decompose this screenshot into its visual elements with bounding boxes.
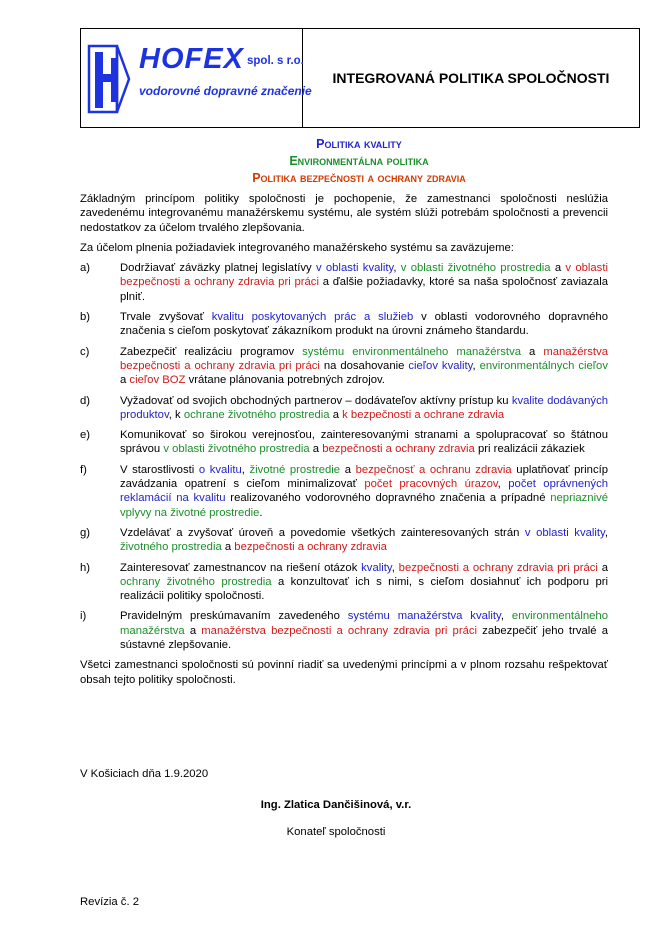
list-item: [80, 526, 608, 555]
text-run: Pravidelným preskúmavaním zavedeného: [120, 610, 348, 623]
commitment-list: [80, 261, 608, 652]
text-run: Dodržiavať záväzky platnej legislatívy: [120, 262, 316, 275]
brand-suffix: spol. s r.o.: [247, 55, 304, 67]
list-item: [80, 345, 608, 388]
highlight-blue: kvalitu poskytovaných prác a služieb: [211, 311, 414, 324]
highlight-red: cieľov BOZ: [129, 374, 186, 387]
text-run: a: [309, 443, 323, 456]
text-run: .: [259, 506, 263, 519]
closing-paragraph: Všetci zamestnanci spoločnosti sú povinní riadiť sa uvedenými princípmi a v plnom rozsahu rešpektovať obsah tejto politiky spoločnosti.: [80, 659, 608, 686]
subtitle-quality: Politika kvality: [316, 137, 402, 151]
text-run: a: [120, 374, 130, 387]
highlight-green: systému environmentálneho manažérstva: [302, 345, 521, 358]
list-item-text: [120, 394, 608, 423]
highlight-blue: cieľov kvality: [408, 359, 473, 372]
highlight-green: environmentálneho manažérstva: [120, 610, 608, 637]
highlight-green: environmentálnych cieľov: [479, 359, 608, 372]
policy-body: [80, 192, 608, 693]
highlight-red: počet pracovných úrazov: [364, 478, 498, 491]
list-item-letter: e): [80, 429, 91, 442]
text-run: vrátane plánovania potrebných zdrojov.: [185, 374, 385, 387]
highlight-green: v oblasti životného prostredia: [163, 443, 310, 456]
text-run: a: [340, 463, 356, 476]
list-item-text: [120, 561, 608, 604]
text-run: uplatňovať princíp zavádzania opatrení s cieľom minimalizovať: [120, 463, 609, 491]
list-item-text: [120, 310, 608, 339]
text-run: a: [597, 561, 608, 574]
text-run: Komunikovať so širokou verejnosťou, zainteresovanými stranami a spolupracovať so štátnou správou: [120, 429, 608, 456]
list-item: [80, 463, 608, 520]
highlight-green: ochrany životného prostredia: [120, 575, 272, 588]
text-run: realizovaného vodorovného dopravného značenia a prípadné: [225, 492, 551, 505]
text-run: a ďalšie požiadavky, ktoré sa naša spoločnosť zaviazala plniť.: [120, 276, 608, 303]
subtitle-environment: Environmentálna politika: [289, 154, 429, 168]
list-item: [80, 394, 608, 423]
text-run: a: [184, 624, 202, 637]
policy-subtitles: [80, 136, 638, 187]
text-run: V starostlivosti: [120, 463, 199, 476]
brand-name: HOFEX: [139, 43, 244, 75]
text-run: Zainteresovať zamestnancov na riešení otázok: [120, 561, 362, 574]
highlight-blue: o kvalitu: [198, 463, 242, 476]
text-run: ,: [393, 262, 401, 275]
text-run: Vyžadovať od svojich obchodných partnerov – dodávateľov aktívny prístup ku: [120, 394, 512, 407]
text-run: Vzdelávať a zvyšovať úroveň a povedomie všetkých zainteresovaných strán: [120, 526, 525, 539]
text-run: a: [550, 262, 566, 275]
highlight-red: v oblasti bezpečnosti a ochrany zdravia pri práci: [120, 262, 608, 289]
list-item-letter: a): [80, 262, 91, 275]
list-item: [80, 428, 608, 457]
highlight-blue: v oblasti kvality: [524, 526, 605, 539]
list-item-text: [120, 345, 608, 388]
highlight-red: bezpečnosti a ochrany zdravia: [322, 443, 475, 456]
list-item-letter: h): [80, 561, 91, 574]
highlight-blue: počet oprávnených reklamácií na kvalitu: [120, 478, 608, 505]
revision-number: Revízia č. 2: [80, 896, 140, 908]
list-item-letter: d): [80, 394, 91, 407]
document-title-cell: [303, 29, 639, 127]
list-item-letter: c): [80, 345, 90, 358]
list-item: [80, 261, 608, 304]
highlight-red: k bezpečnosti a ochrane zdravia: [342, 408, 505, 421]
text-run: zabezpečiť jeho trvalé a sústavné zlepšovanie.: [120, 624, 608, 652]
highlight-blue: kvality: [361, 561, 392, 574]
highlight-red: bezpečnosti a ochrany zdravia pri práci: [398, 561, 598, 574]
signatory-name: Ing. Zlatica Dančišinová, v.r.: [260, 799, 412, 811]
text-run: na dosahovanie: [319, 359, 409, 372]
text-run: ,: [472, 359, 480, 372]
text-run: a: [221, 541, 235, 554]
text-run: a konzultovať ich s nimi, s cieľom dosiahnuť ich podporu pri realizácii politiky spoločnosti.: [120, 575, 608, 603]
subtitle-safety: Politika bezpečnosti a ochrany zdravia: [252, 171, 466, 185]
highlight-red: bezpečnosti a ochrany zdravia: [234, 541, 387, 554]
highlight-blue: v oblasti kvality: [315, 262, 394, 275]
text-run: a: [329, 408, 343, 421]
highlight-red: manažérstva bezpečnosti a ochrany zdravia pri práci: [201, 624, 478, 637]
text-run: ,: [497, 478, 509, 491]
list-item-letter: b): [80, 311, 91, 324]
highlight-green: ochrane životného prostredia: [183, 408, 330, 421]
text-run: ,: [391, 561, 399, 574]
list-item: [80, 310, 608, 339]
place-date: V Košiciach dňa 1.9.2020: [80, 768, 209, 780]
list-item-text: [120, 261, 608, 304]
signatory-role: Konateľ spoločnosti: [286, 826, 386, 838]
text-run: Zabezpečiť realizáciu programov: [120, 345, 303, 358]
list-item-text: [120, 428, 608, 457]
document-header: [80, 28, 640, 128]
text-run: Trvale zvyšovať: [120, 311, 212, 324]
list-item-letter: i): [80, 610, 87, 623]
list-item-letter: g): [80, 526, 91, 539]
text-run: pri realizácii zákaziek: [474, 443, 585, 456]
highlight-red: bezpečnosť a ochranu zdravia: [355, 463, 512, 476]
list-item-letter: f): [80, 463, 87, 476]
text-run: ,: [500, 610, 512, 623]
highlight-blue: kvalite dodávaných produktov: [120, 394, 608, 421]
brand-tagline: vodorovné dopravné značenie: [139, 84, 312, 98]
highlight-green: v oblasti životného prostredia: [400, 262, 551, 275]
highlight-green: životného prostredia: [120, 541, 222, 554]
list-item-text: [120, 463, 608, 520]
list-item-text: [120, 609, 608, 652]
list-item: [80, 561, 608, 604]
company-logo: [81, 29, 312, 127]
list-item: [80, 609, 608, 652]
hofex-logo-icon: [87, 38, 131, 120]
highlight-blue: systému manažérstva kvality: [347, 610, 501, 623]
highlight-green: životné prostredie: [249, 463, 341, 476]
list-item-text: [120, 526, 608, 555]
text-run: ,: [604, 526, 608, 539]
text-run: , k: [168, 408, 184, 421]
text-run: ,: [241, 463, 250, 476]
highlight-green: nepriaznivé vplyvy na životné prostredie: [120, 492, 609, 519]
text-run: a: [521, 345, 544, 358]
document-title: INTEGROVANÁ POLITIKA SPOLOČNOSTI: [332, 70, 610, 86]
highlight-red: manažérstva bezpečnosti a ochrany zdravia pri práci: [120, 345, 608, 372]
commitment-lead: Za účelom plnenia požiadaviek integrovaného manažérskeho systému sa zaväzujeme:: [80, 241, 514, 254]
intro-paragraph: Základným princípom politiky spoločnosti je pochopenie, že zamestnanci spoločnosti neslúžia zavedenému integrovanému manažérskemu systému, ale systém slúži potrebám spoločnosti a prevencii nedostatkov za účelom trvalého zlepšovania.: [80, 193, 608, 234]
text-run: v oblasti vodorovného dopravného značenia s cieľom poskytovať zákazníkom produkt na úrovni známeho štandardu.: [120, 311, 608, 338]
